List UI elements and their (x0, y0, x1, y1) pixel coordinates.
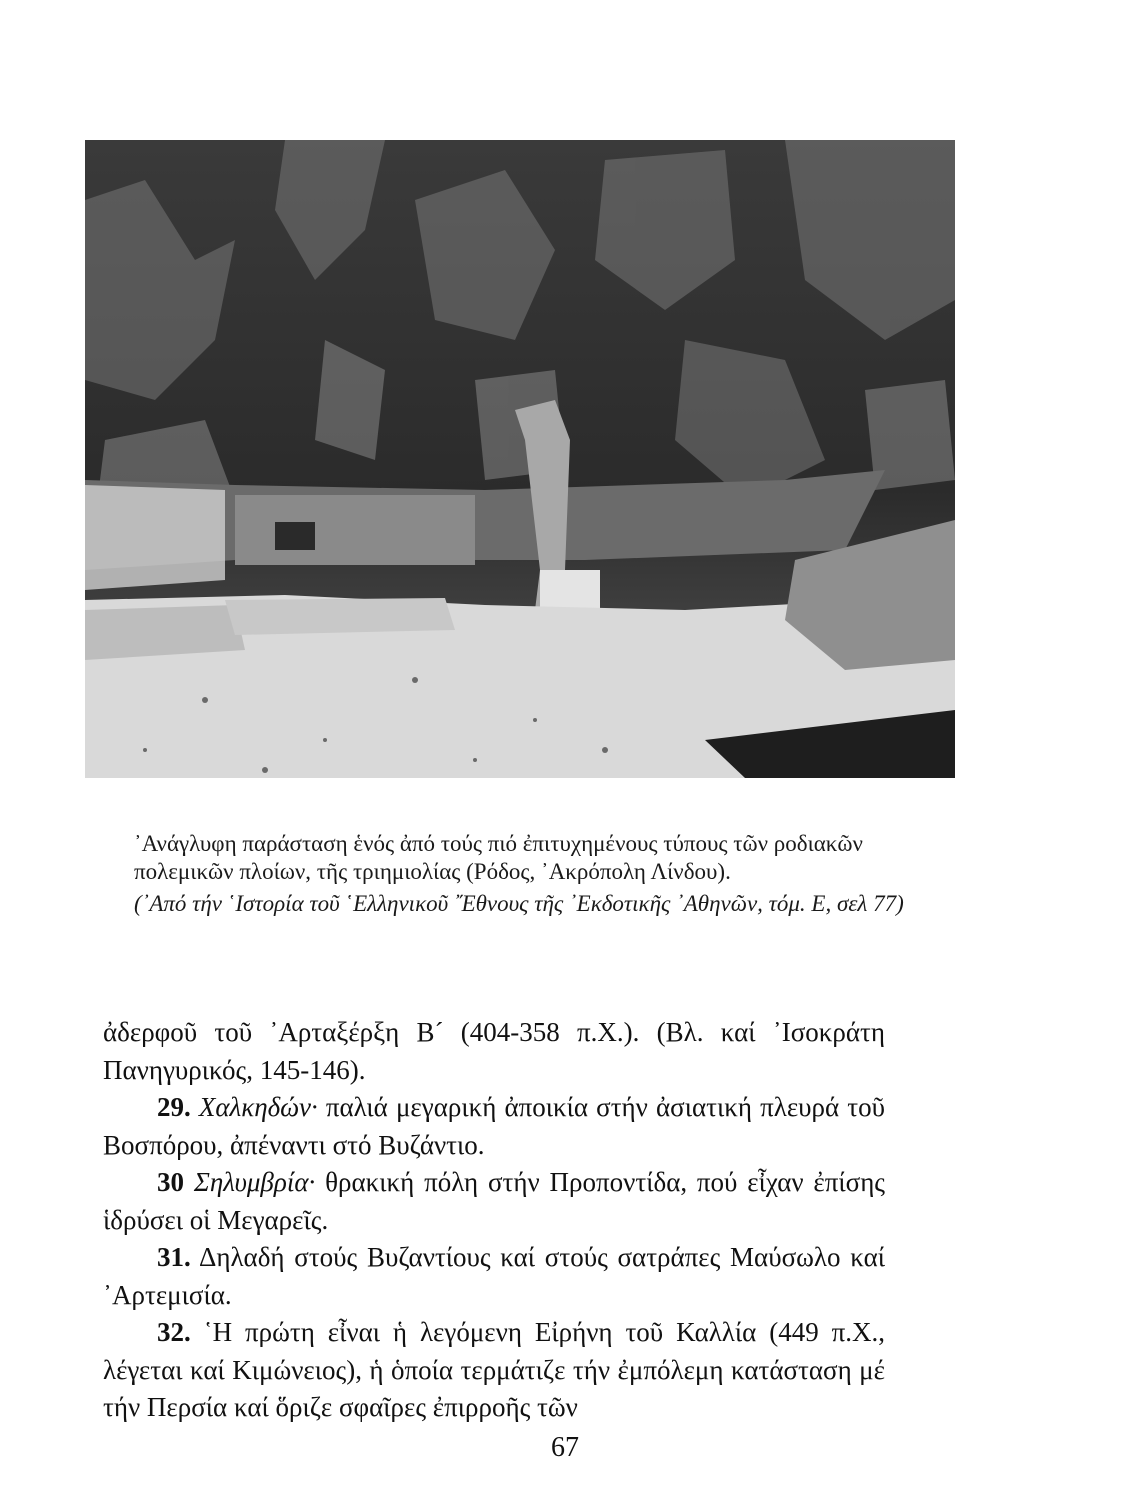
note-number: 31. (157, 1242, 191, 1272)
note-31 (103, 1239, 885, 1314)
note-continuation: ἀδερφοῦ τοῦ ᾿Αρταξέρξη Β´ (404-358 π.Χ.). (Βλ. καί ᾿Ισοκράτη Πανηγυρικός, 145-146). (103, 1017, 885, 1085)
rock-relief-image (85, 140, 955, 778)
endnotes (103, 1014, 885, 1427)
note-text: ῾Η πρώτη εἶναι ἡ λεγόμενη Εἰρήνη τοῦ Καλλία (449 π.Χ., λέγεται καί Κιμώνειος), ἡ ὁποία τερμάτιζε τήν ἐμπόλεμη κατάσταση μέ τήν Περσία καί ὅριζε σφαῖρες ἐπιρροῆς τῶν (103, 1317, 885, 1422)
relief-photograph (85, 140, 955, 778)
page-number: 67 (551, 1432, 579, 1463)
caption-text: ᾿Ανάγλυφη παράσταση ἑνός ἀπό τούς πιό ἐπιτυχημένους τύπους τῶν ροδιακῶν πολεμικῶν πλοίων, τῆς τριημιολίας (Ρόδος, ᾿Ακρόπολη Λίνδου). (134, 831, 863, 884)
note-number: 32. (157, 1317, 191, 1347)
note-29 (103, 1089, 885, 1164)
note-number: 29. (157, 1092, 191, 1122)
note-term: Σηλυμβρία· (184, 1167, 316, 1197)
note-number: 30 (157, 1167, 184, 1197)
note-text: Δηλαδή στούς Βυζαντίους καί στούς σατράπες Μαύσωλο καί ᾿Αρτεμισία. (103, 1242, 885, 1310)
figure-caption (134, 830, 904, 918)
note-text: θρακική πόλη στήν Προποντίδα, πού εἶχαν ἐπίσης ἱδρύσει οἱ Μεγαρεῖς. (103, 1167, 885, 1235)
caption-source: (᾿Από τήν ῾Ιστορία τοῦ ῾Ελληνικοῦ ῎Εθνους τῆς ᾿Εκδοτικῆς ᾿Αθηνῶν, τόμ. Ε, σελ 77) (134, 891, 904, 916)
note-30 (103, 1164, 885, 1239)
note-32 (103, 1314, 885, 1427)
note-text: παλιά μεγαρική ἀποικία στήν ἀσιατική πλευρά τοῦ Βοσπόρου, ἀπέναντι στό Βυζάντιο. (103, 1092, 886, 1160)
note-term: Χαλκηδών· (198, 1092, 318, 1122)
